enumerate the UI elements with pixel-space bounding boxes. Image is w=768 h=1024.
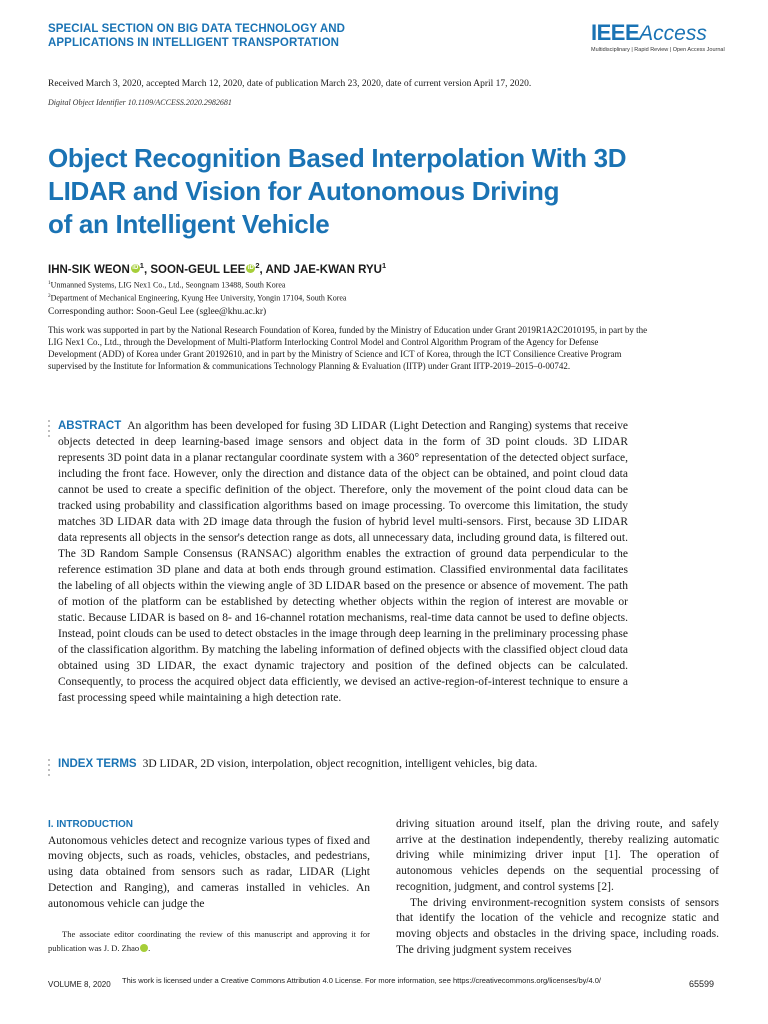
section-marker-icon <box>48 759 52 779</box>
intro-left-column <box>48 817 370 912</box>
section-header-line2: APPLICATIONS IN INTELLIGENT TRANSPORTATION <box>48 37 340 49</box>
title-line2: LIDAR and Vision for Autonomous Driving <box>48 176 560 206</box>
logo-tagline: Multidisciplinary | Rapid Review | Open Access Journal <box>591 47 725 53</box>
index-terms-label: INDEX TERMS <box>58 758 137 770</box>
author-affil-sup: 2 <box>255 261 260 270</box>
author-name: , SOON-GEUL LEE <box>143 263 246 276</box>
affiliation-1: Unmanned Systems, LIG Nex1 Co., Ltd., Seongnam 13488, South Korea <box>50 280 286 290</box>
section-marker-icon <box>48 420 52 440</box>
abstract-text: An algorithm has been developed for fusing 3D LIDAR (Light Detection and Ranging) systems that receive objects detected in deep learning-based image sensors and object data in the form of 3D point clouds. 3D LIDAR represents 3D point data in a planar rectangular coordinate system with a 360° representation of the detected object surface, including the front face. However, only the direction and distance data of the object can be obtained, and point cloud data cannot be used to create a specific definition of the object. Therefore, only the movement of the point cloud data can be tracked using probability and classification algorithms based on image processing. To overcome this limitation, the study matches 3D LIDAR data with 2D image data through the fusion of hybrid level multi-sensors. First, because 3D LIDAR data represents all objects in the sensor's detection range as dots, all unnecessary data, including ground data, is filtered out. The 3D Random Sample Consensus (RANSAC) algorithm enables the extraction of ground data perpendicular to the reference estimation 3D plane and data at both ends through ground estimation. Classified environmental data facilitates the labeling of all objects within the viewing angle of 3D LIDAR based on the presence or absence of movement. The path of motion of the platform can be established by detecting whether objects within the region of interest are movable or static. Because LIDAR is based on 8- and 16-channel rotation mechanisms, real-time data cannot be used to define objects. Instead, point clouds can be used to detect obstacles in the image through deep learning in the preliminary processing phase of the classification algorithm. By matching the labeling information of defined objects with the classified object cloud data obtained using 3D LIDAR, the exact dynamic trajectory and position of the defined objects can be calculated. Consequently, to process the acquired object data efficiently, we devised an active-region-of-interest technique to ensure a fast processing speed while maintaining a high detection rate. <box>58 420 628 704</box>
title-line3: of an Intelligent Vehicle <box>48 209 330 239</box>
footnote-text: The associate editor coordinating the review of this manuscript and approving it for publication was J. D. Zhao <box>48 929 370 953</box>
ieee-access-logo <box>591 20 725 53</box>
author-name: IHN-SIK WEON <box>48 263 130 276</box>
funding-statement: This work was supported in part by the National Research Foundation of Korea, funded by the Ministry of Education under Grant 2019R1A2C2010195, in part by the LIG Nex1 Co., Ltd., through the Development of Multi-Platform Interlocking Control Model and Control Algorithm Program of the Agency for Defense Development (ADD) of Korea under Grant 20192610, and in part by the Ministry of Science and ICT of Korea, through the ICT Consilience Creative Program supervised by the Institute for Information & communications Technology Planning & Evaluation (IITP) under Grant IITP-2019–2015–0-00742. <box>48 325 648 371</box>
intro-right-column <box>396 817 719 958</box>
author-name: , AND JAE-KWAN RYU <box>259 263 382 276</box>
intro-paragraph: driving situation around itself, plan the driving route, and safely arrive at the destination independently, thereby realizing automatic driving while minimizing driver input [1]. The operation of autonomous vehicles depends on the sequential processing of recognition, judgment, and control systems [2]. <box>396 818 719 893</box>
affiliations <box>48 278 346 303</box>
logo-ieee: IEEE <box>591 20 640 45</box>
paper-title <box>48 142 668 241</box>
footer-license: This work is licensed under a Creative Commons Attribution 4.0 License. For more information, see https://creativecommons.org/licenses/by/4.0/ <box>122 976 601 985</box>
intro-heading: I. INTRODUCTION <box>48 819 133 830</box>
corresponding-author: Corresponding author: Soon-Geul Lee (sglee@khu.ac.kr) <box>48 307 267 317</box>
intro-paragraph: Autonomous vehicles detect and recognize various types of fixed and moving objects, such as roads, vehicles, obstacles, and pedestrians, using data obtained from sensors such as radar, LIDAR (Light Detection and Ranging), and cameras installed in vehicles. An autonomous vehicle can judge the <box>48 834 370 910</box>
index-terms <box>58 758 537 770</box>
logo-access: Access <box>639 22 707 45</box>
page-number: 65599 <box>689 979 715 989</box>
orcid-icon[interactable]: iD <box>247 264 254 271</box>
orcid-icon[interactable]: iD <box>140 944 148 952</box>
received-dates: Received March 3, 2020, accepted March 12, 2020, date of publication March 23, 2020, date of current version April 17, 2020. <box>48 79 532 89</box>
title-line1: Object Recognition Based Interpolation With 3D <box>48 143 627 173</box>
section-header <box>48 22 345 50</box>
affiliation-2: Department of Mechanical Engineering, Kyung Hee University, Yongin 17104, South Korea <box>50 293 347 303</box>
index-terms-text: 3D LIDAR, 2D vision, interpolation, object recognition, intelligent vehicles, big data. <box>142 758 538 770</box>
footnote-end: . <box>148 943 151 953</box>
doi-line: Digital Object Identifier 10.1109/ACCESS.2020.2982681 <box>48 98 232 107</box>
abstract <box>58 418 628 706</box>
section-header-line1: SPECIAL SECTION ON BIG DATA TECHNOLOGY AND <box>48 23 346 35</box>
author-affil-sup: 1 <box>139 261 144 270</box>
abstract-label: ABSTRACT <box>58 420 122 432</box>
author-affil-sup: 1 <box>381 261 387 270</box>
editor-footnote <box>48 927 370 955</box>
intro-paragraph: The driving environment-recognition system consists of sensors that identify the location of the vehicle and recognize static and moving objects and obstacles in the driving space, including roads. The driving judgment system receives <box>396 896 719 956</box>
author-list <box>48 261 386 276</box>
orcid-icon[interactable]: iD <box>132 264 139 271</box>
footer-volume: VOLUME 8, 2020 <box>48 980 111 989</box>
affil-num: 2 <box>48 292 51 299</box>
affil-num: 1 <box>48 280 51 286</box>
